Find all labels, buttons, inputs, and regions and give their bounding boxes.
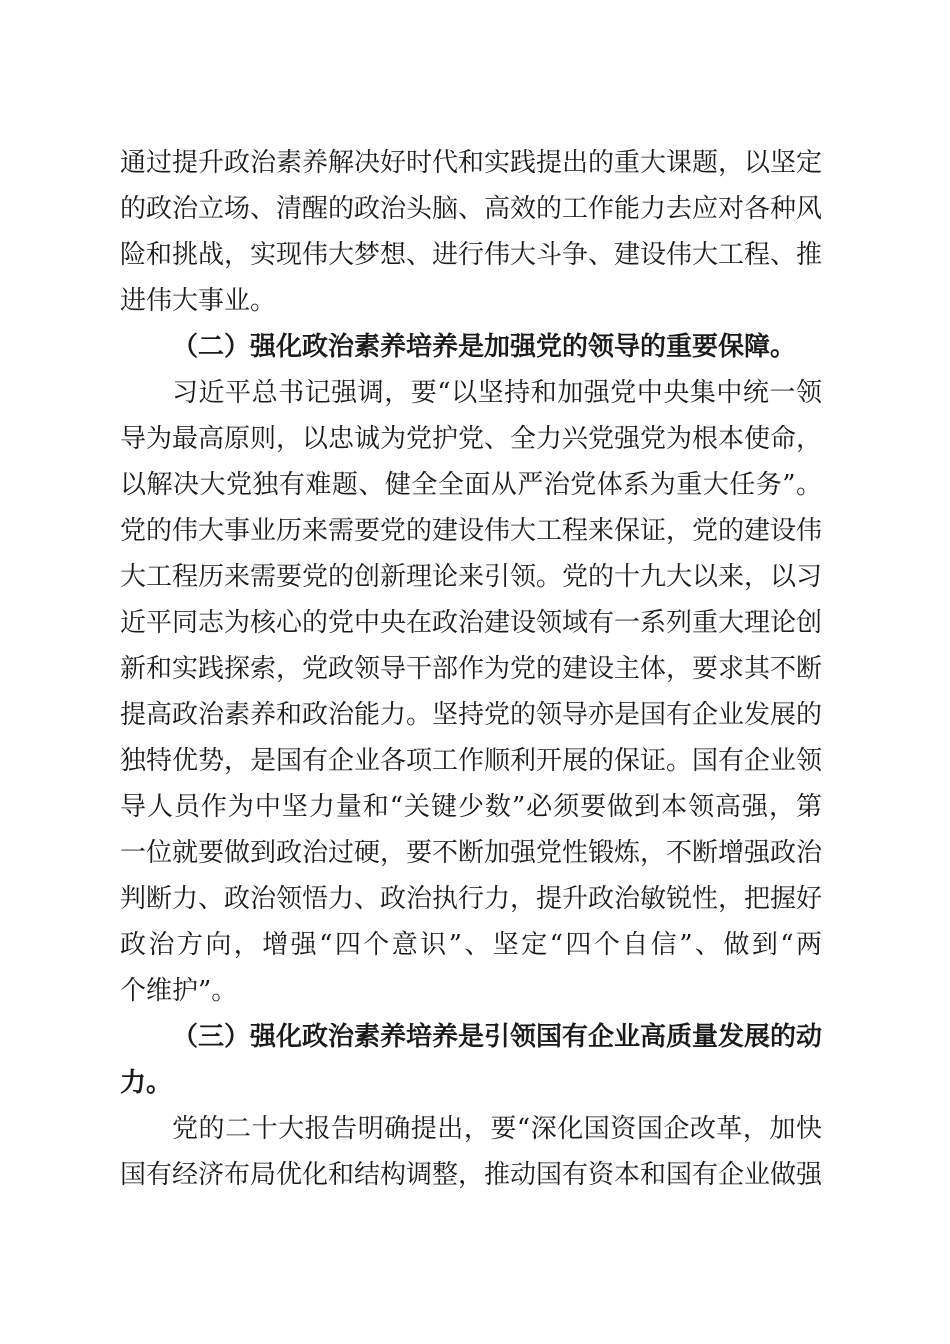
text-line: 进伟大事业。 (120, 286, 277, 316)
text-line: 政治方向，增强“四个意识”、坚定“四个自信”、做到“两 (120, 930, 822, 960)
text-line: 党的伟大事业历来需要党的建设伟大工程来保证，党的建设伟 (120, 516, 823, 546)
text-line: 导人员作为中坚力量和“关键少数”必须要做到本领高强，第 (120, 792, 822, 822)
text-line: 国有经济布局优化和结构调整，推动国有资本和国有企业做强 (120, 1160, 823, 1190)
text-line: 党的二十大报告明确提出，要“深化国资国企改革，加快 (172, 1114, 822, 1144)
text-line: 一位就要做到政治过硬，要不断加强党性锻炼，不断增强政治 (120, 838, 823, 868)
text-line: 新和实践探索，党政领导干部作为党的建设主体，要求其不断 (120, 654, 823, 684)
text-line: 以解决大党独有难题、健全全面从严治党体系为重大任务”。 (120, 470, 822, 500)
section-heading-3: （三）强化政治素养培养是引领国有企业高质量发展的动 (172, 1022, 823, 1052)
text-line: 判断力、政治领悟力、政治执行力，提升政治敏锐性，把握好 (120, 884, 823, 914)
text-line: 独特优势，是国有企业各项工作顺利开展的保证。国有企业领 (120, 746, 823, 776)
text-line: 近平同志为核心的党中央在政治建设领域有一系列重大理论创 (120, 608, 823, 638)
text-line: 导为最高原则，以忠诚为党护党、全力兴党强党为根本使命， (120, 424, 823, 454)
text-line: 险和挑战，实现伟大梦想、进行伟大斗争、建设伟大工程、推 (120, 240, 823, 270)
section-heading-2: （二）强化政治素养培养是加强党的领导的重要保障。 (172, 332, 797, 362)
text-line: 个维护”。 (120, 976, 238, 1006)
text-line: 的政治立场、清醒的政治头脑、高效的工作能力去应对各种风 (120, 194, 823, 224)
text-line: 通过提升政治素养解决好时代和实践提出的重大课题，以坚定 (120, 148, 823, 178)
section-heading-3-cont: 力。 (120, 1068, 173, 1098)
text-line: 提高政治素养和政治能力。坚持党的领导亦是国有企业发展的 (120, 700, 823, 730)
text-line: 习近平总书记强调，要“以坚持和加强党中央集中统一领 (172, 378, 822, 408)
text-line: 大工程历来需要党的创新理论来引领。党的十九大以来，以习 (120, 562, 823, 592)
